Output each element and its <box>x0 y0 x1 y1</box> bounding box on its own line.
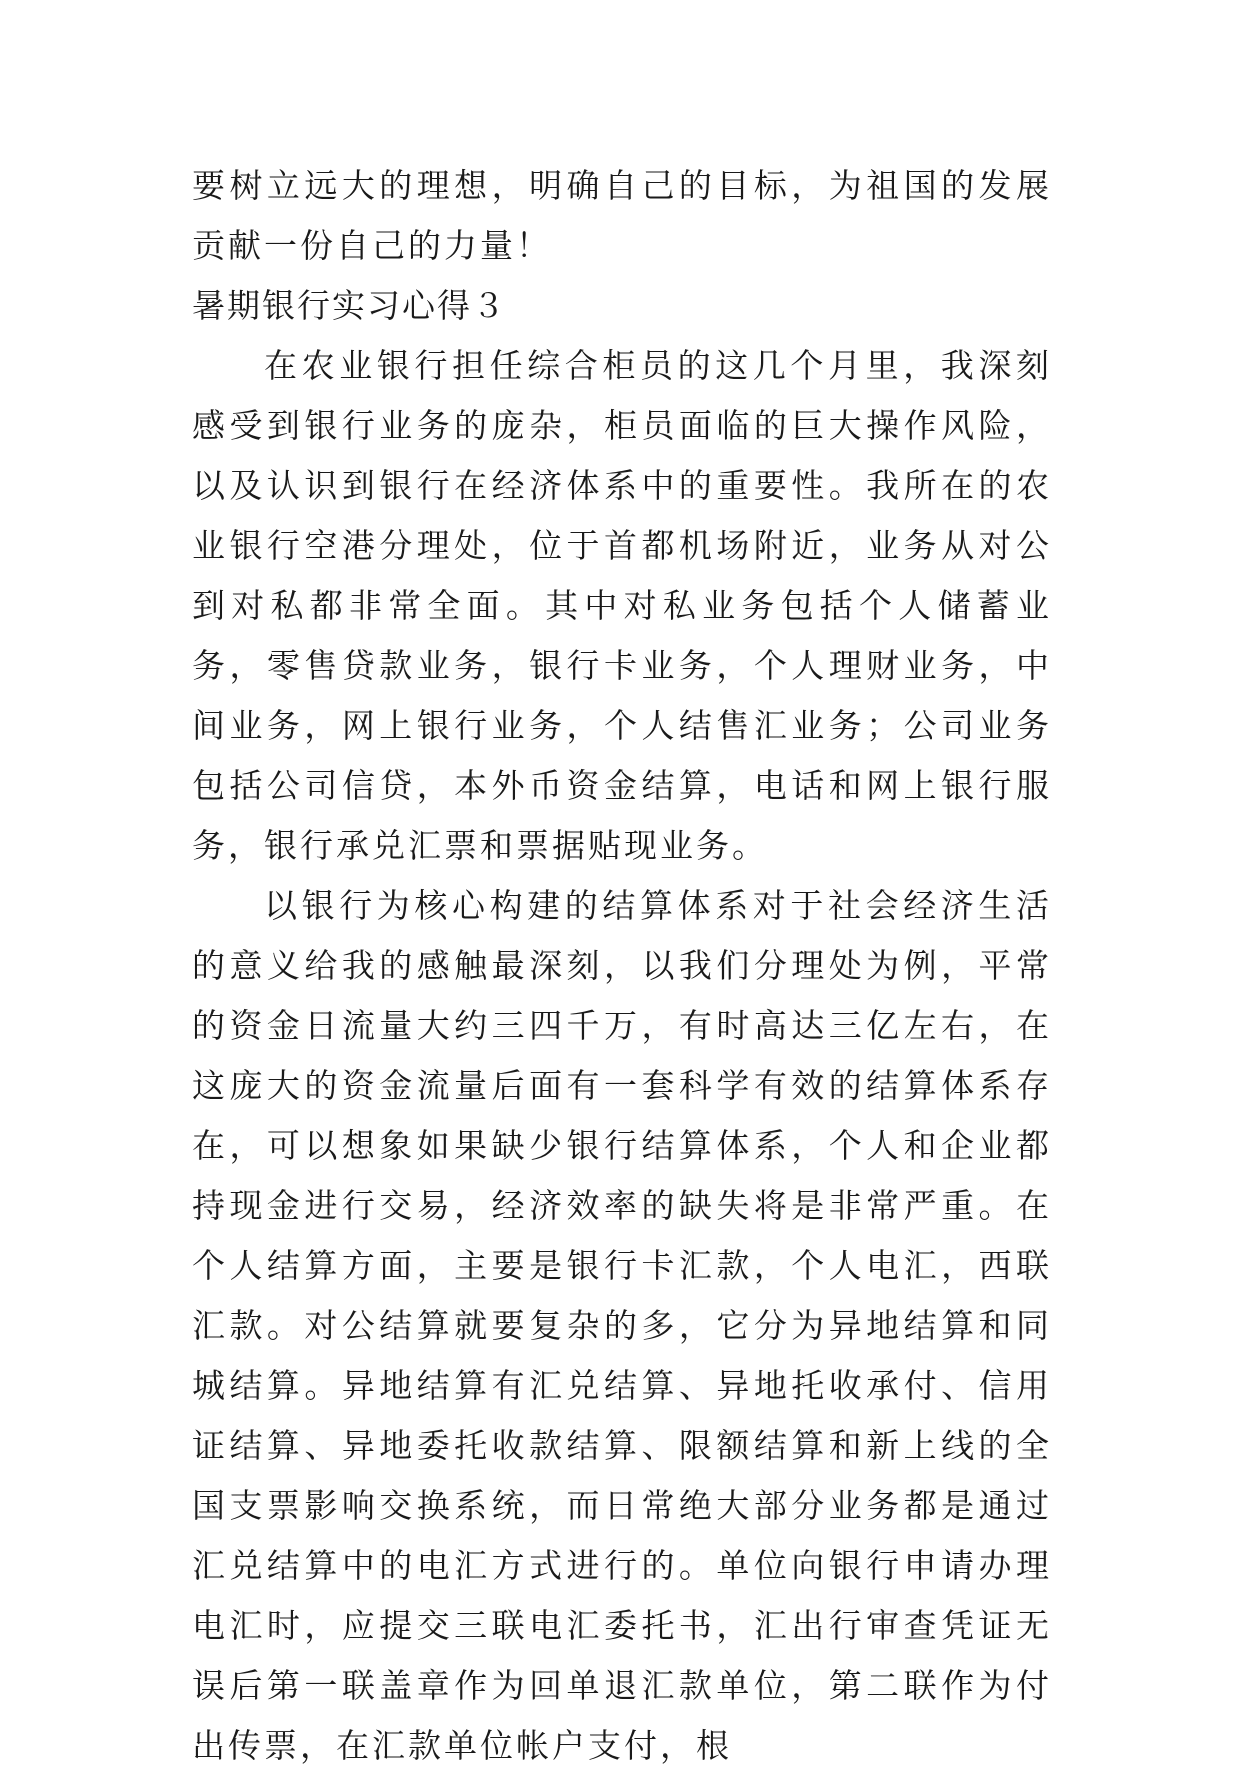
section-heading: 暑期银行实习心得３ <box>192 286 507 325</box>
body-paragraph-2: 以银行为核心构建的结算体系对于社会经济生活的意义给我的感触最深刻，以我们分理处为例，平常的资金日流量大约三四千万，有时高达三亿左右，在这庞大的资金流量后面有一套科学有效的结算体系存在，可以想象如果缺少银行结算体系，个人和企业都持现金进行交易，经济效率的缺失将是非常严重。在个人结算方面，主要是银行卡汇款，个人电汇，西联汇款。对公结算就要复杂的多，它分为异地结算和同城结算。异地结算有汇兑结算、异地托收承付、信用证结算、异地委托收款结算、限额结算和新上线的全国支票影响交换系统，而日常绝大部分业务都是通过汇兑结算中的电汇方式进行的。单位向银行申请办理电汇时，应提交三联电汇委托书，汇出行审查凭证无误后第一联盖章作为回单退汇款单位，第二联作为付出传票，在汇款单位帐户支付，根 <box>192 886 1052 1765</box>
body-paragraph-1: 在农业银行担任综合柜员的这几个月里，我深刻感受到银行业务的庞杂，柜员面临的巨大操作风险，以及认识到银行在经济体系中的重要性。我所在的农业银行空港分理处，位于首都机场附近，业务从对公到对私都非常全面。其中对私业务包括个人储蓄业务，零售贷款业务，银行卡业务，个人理财业务，中间业务，网上银行业务，个人结售汇业务；公司业务包括公司信贷，本外币资金结算，电话和网上银行服务，银行承兑汇票和票据贴现业务。 <box>192 346 1052 865</box>
intro-paragraph: 要树立远大的理想，明确自己的目标，为祖国的发展贡献一份自己的力量！ <box>192 166 1052 265</box>
document-body <box>192 156 1052 1776</box>
